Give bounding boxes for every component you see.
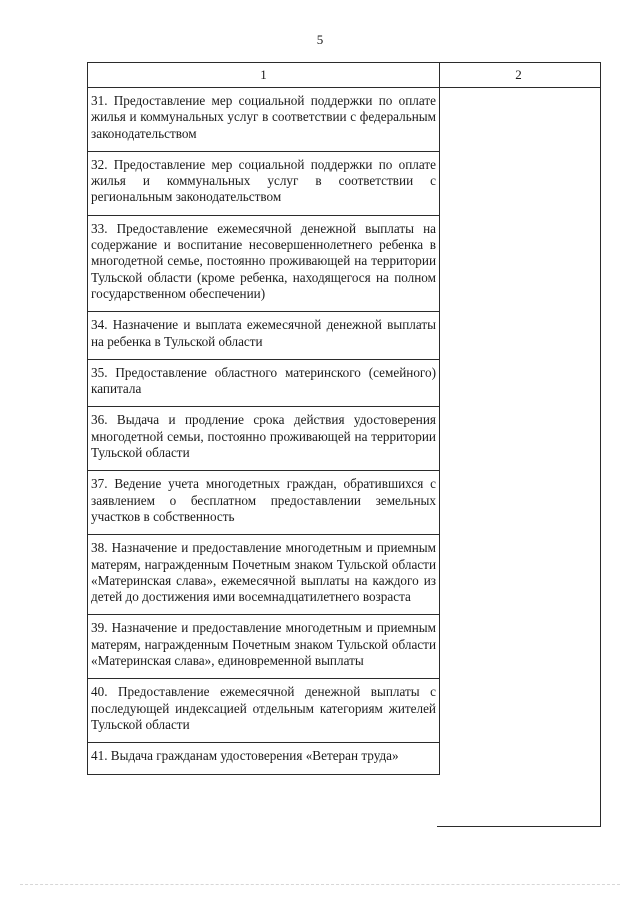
table-cell	[88, 615, 440, 679]
service-item-31: 31. Предоставление мер социальной поддержки по оплате жилья и коммунальных услуг в соответствии с федеральным законодательством	[91, 93, 436, 141]
services-table	[87, 62, 440, 775]
service-item-40: 40. Предоставление ежемесячной денежной выплаты с последующей индексацией отдельным категориям жителей Тульской области	[91, 684, 436, 732]
table-row	[88, 679, 440, 743]
service-item-37: 37. Ведение учета многодетных граждан, обратившихся с заявлением о бесплатном предоставлении земельных участков в собственность	[91, 476, 436, 524]
table-row	[88, 471, 440, 535]
table-cell	[88, 679, 440, 743]
table-row	[88, 359, 440, 407]
service-item-35: 35. Предоставление областного материнского (семейного) капитала	[91, 364, 436, 397]
service-item-33: 33. Предоставление ежемесячной денежной выплаты на содержание и воспитание несовершеннолетнего ребенка в многодетной семье, постоянно проживающей на территории Тульской области (кроме ребенка, находящегося на полном государственном обеспечении)	[91, 220, 436, 301]
service-item-36: 36. Выдача и продление срока действия удостоверения многодетной семьи, постоянно проживающей на территории Тульской области	[91, 412, 436, 461]
table-row	[88, 743, 440, 774]
scan-artifact	[20, 884, 620, 888]
table-cell	[88, 151, 440, 215]
table-cell	[88, 312, 440, 360]
table-row	[88, 312, 440, 360]
table-cell	[88, 88, 440, 152]
table-row	[88, 88, 440, 152]
service-item-38: 38. Назначение и предоставление многодетным и приемным матерям, награжденным Почетным знаком Тульской области «Материнская слава», ежемесячной выплаты на каждого из детей до достижения ими восемнадцатилетнего возраста	[91, 540, 436, 605]
table-row	[88, 151, 440, 215]
service-item-34: 34. Назначение и выплата ежемесячной денежной выплаты на ребенка в Тульской области	[91, 317, 436, 349]
table-cell	[88, 359, 440, 407]
table-row	[88, 615, 440, 679]
table-cell	[88, 471, 440, 535]
column-header-1: 1	[88, 63, 440, 88]
service-item-41: 41. Выдача гражданам удостоверения «Ветеран труда»	[91, 748, 399, 764]
table-header-row	[88, 63, 440, 88]
table-row	[88, 535, 440, 615]
table-row	[88, 215, 440, 311]
table-row	[88, 407, 440, 471]
table-cell	[88, 215, 440, 311]
page-number: 5	[316, 32, 324, 47]
column-2	[437, 62, 601, 827]
table-cell	[88, 535, 440, 615]
service-item-39: 39. Назначение и предоставление многодетным и приемным матерям, награжденным Почетным знаком Тульской области «Материнская слава», единовременной выплаты	[91, 620, 436, 669]
service-item-32: 32. Предоставление мер социальной поддержки по оплате жилья и коммунальных услуг в соответствии с региональным законодательством	[91, 156, 436, 205]
table-cell	[88, 743, 440, 774]
column-header-2: 2	[437, 63, 600, 88]
table-cell	[88, 407, 440, 471]
